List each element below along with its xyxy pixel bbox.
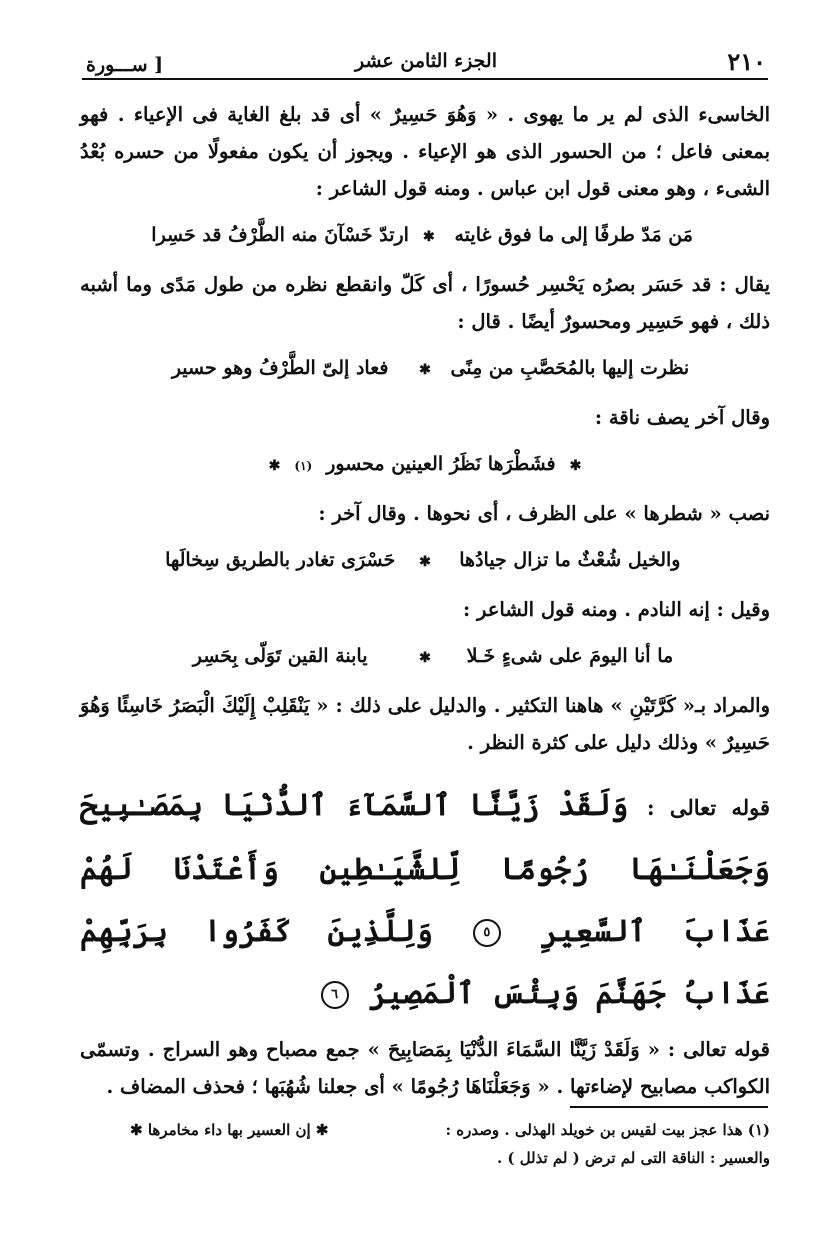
running-title: الجزء الثامن عشر xyxy=(355,50,497,72)
footnote-hemistich: إن العسير بها داء مخامرها xyxy=(147,1121,311,1139)
poetry-verse xyxy=(80,446,770,485)
star-separator-icon: ✱ xyxy=(419,650,431,666)
header-divider xyxy=(82,78,768,80)
verse-hemistich: حَسْرَى تغادر بالطريق سِخالَها xyxy=(165,549,396,571)
footnotes xyxy=(130,1116,770,1172)
page-number: ٢١٠ xyxy=(727,47,766,76)
surah-label: [ ســـورة xyxy=(86,54,164,76)
paragraph: وقال آخر يصف ناقة : xyxy=(594,406,770,429)
star-separator-icon: ✱ xyxy=(268,458,281,474)
star-separator-icon: ✱ xyxy=(569,458,582,474)
paragraph: الخاسىء الذى لم ير ما يهوى . « وَهُوَ حَسِيرٌ » أى قد بلغ الغاية فى الإعياء . فهو بمعنى فاعل ؛ من الحسور الذى هو الإعياء . ويجوز أن يكون مفعولًا من حسره بُعْدُ الشىء ، وهو معنى قول ابن عباس . ومنه قول الشاعر : xyxy=(80,103,770,200)
main-text xyxy=(80,96,770,1105)
footnote-line xyxy=(130,1116,770,1144)
ayah-number-icon: ٥ xyxy=(473,919,501,947)
poetry-verse xyxy=(80,638,770,677)
poetry-verse xyxy=(80,350,770,389)
footnote-marker: (١) xyxy=(294,459,313,473)
verse-hemistich: نظرت إليها بالمُحَصَّبِ من مِنًى xyxy=(450,357,690,379)
paragraph: يقال : قد حَسَر بصرُه يَحْسِر حُسورًا ، أى كَلّ وانقطع نظره من طول مَدًى وما أشبه ذلك ، فهو حَسِير ومحسورٌ أيضًا . قال : xyxy=(80,273,770,333)
paragraph: نصب « شطرها » على الظرف ، أى نحوها . وقال آخر : xyxy=(318,502,770,525)
footnote-text: والعسير : الناقة التى لم ترض ( لم تذلل ) . xyxy=(496,1149,770,1167)
star-separator-icon: ✱ xyxy=(315,1121,329,1139)
paragraph: والمراد بـ« كَرَّتَيْنِ » هاهنا التكثير . والدليل على ذلك : « يَنْقَلِبْ إِلَيْكَ الْبَصَرُ خَاسِئًا وَهُوَ حَسِيرٌ » وذلك دليل على كثرة النظر . xyxy=(80,694,770,754)
verse-hemistich: ما أنا اليومَ على شىءٍ خَـلا xyxy=(466,645,674,667)
verse-hemistich: يابنة القين تَوَلّى بِحَسِر xyxy=(192,645,368,667)
star-separator-icon: ✱ xyxy=(422,229,435,245)
footnote-text: (١) هذا عجز بيت لقيس بن خويلد الهذلى . وصدره : xyxy=(445,1121,770,1139)
paragraph: وقيل : إنه النادم . ومنه قول الشاعر : xyxy=(463,598,770,621)
ayah-number-icon: ٦ xyxy=(321,981,349,1009)
verse-hemistich: مَن مَدّ طرفًا إلى ما فوق غايته xyxy=(454,224,693,246)
footnote-verse xyxy=(130,1116,329,1144)
verse-hemistich: ارتدّ خَسْآنَ منه الطَّرْفُ قد حَسِرا xyxy=(151,224,409,246)
verse-hemistich: فعاد إلىّ الطَّرْفُ وهو حسير xyxy=(171,357,389,379)
quran-text: وَلَقَدْ زَيَّنَّا ٱلسَّمَآءَ ٱلدُّنْيَا بِمَصَـٰبِيحَ وَجَعَلْنَـٰهَا رُجُومًا لِّلشَّيَـٰطِينِ وَأَعْتَدْنَا لَهُمْ عَذَابَ ٱلسَّعِيرِ xyxy=(80,788,770,949)
poetry-verse xyxy=(80,217,770,256)
verse-hemistich: فشَطْرَها نَظَرُ العينين محسور xyxy=(326,453,556,475)
quran-verses xyxy=(80,775,770,1025)
star-separator-icon: ✱ xyxy=(130,1121,143,1139)
star-separator-icon: ✱ xyxy=(419,554,431,570)
quran-text: وَلِلَّذِينَ كَفَرُوا بِرَبِّهِمْ عَذَابُ جَهَنَّمَ وَبِئْسَ ٱلْمَصِيرُ xyxy=(80,914,770,1011)
verse-hemistich: والخيل شُعْثٌ ما تزال جيادُها xyxy=(459,549,681,571)
paragraph: قوله تعالى : « وَلَقَدْ زَيَّنَّا السَّمَاءَ الدُّنْيَا بِمَصَابِيحَ » جمع مصباح وهو السراج . وتسمّى الكواكب مصابيح لإضاءتها . « وَجَعَلْنَاهَا رُجُومًا » أى جعلنا شُهُبَها ؛ فحذف المضاف . xyxy=(80,1038,770,1098)
poetry-verse xyxy=(80,542,770,581)
star-separator-icon: ✱ xyxy=(419,362,431,378)
footnote-divider xyxy=(570,1106,768,1108)
quran-lead: قوله تعالى : xyxy=(646,795,771,820)
page-header xyxy=(86,30,766,76)
